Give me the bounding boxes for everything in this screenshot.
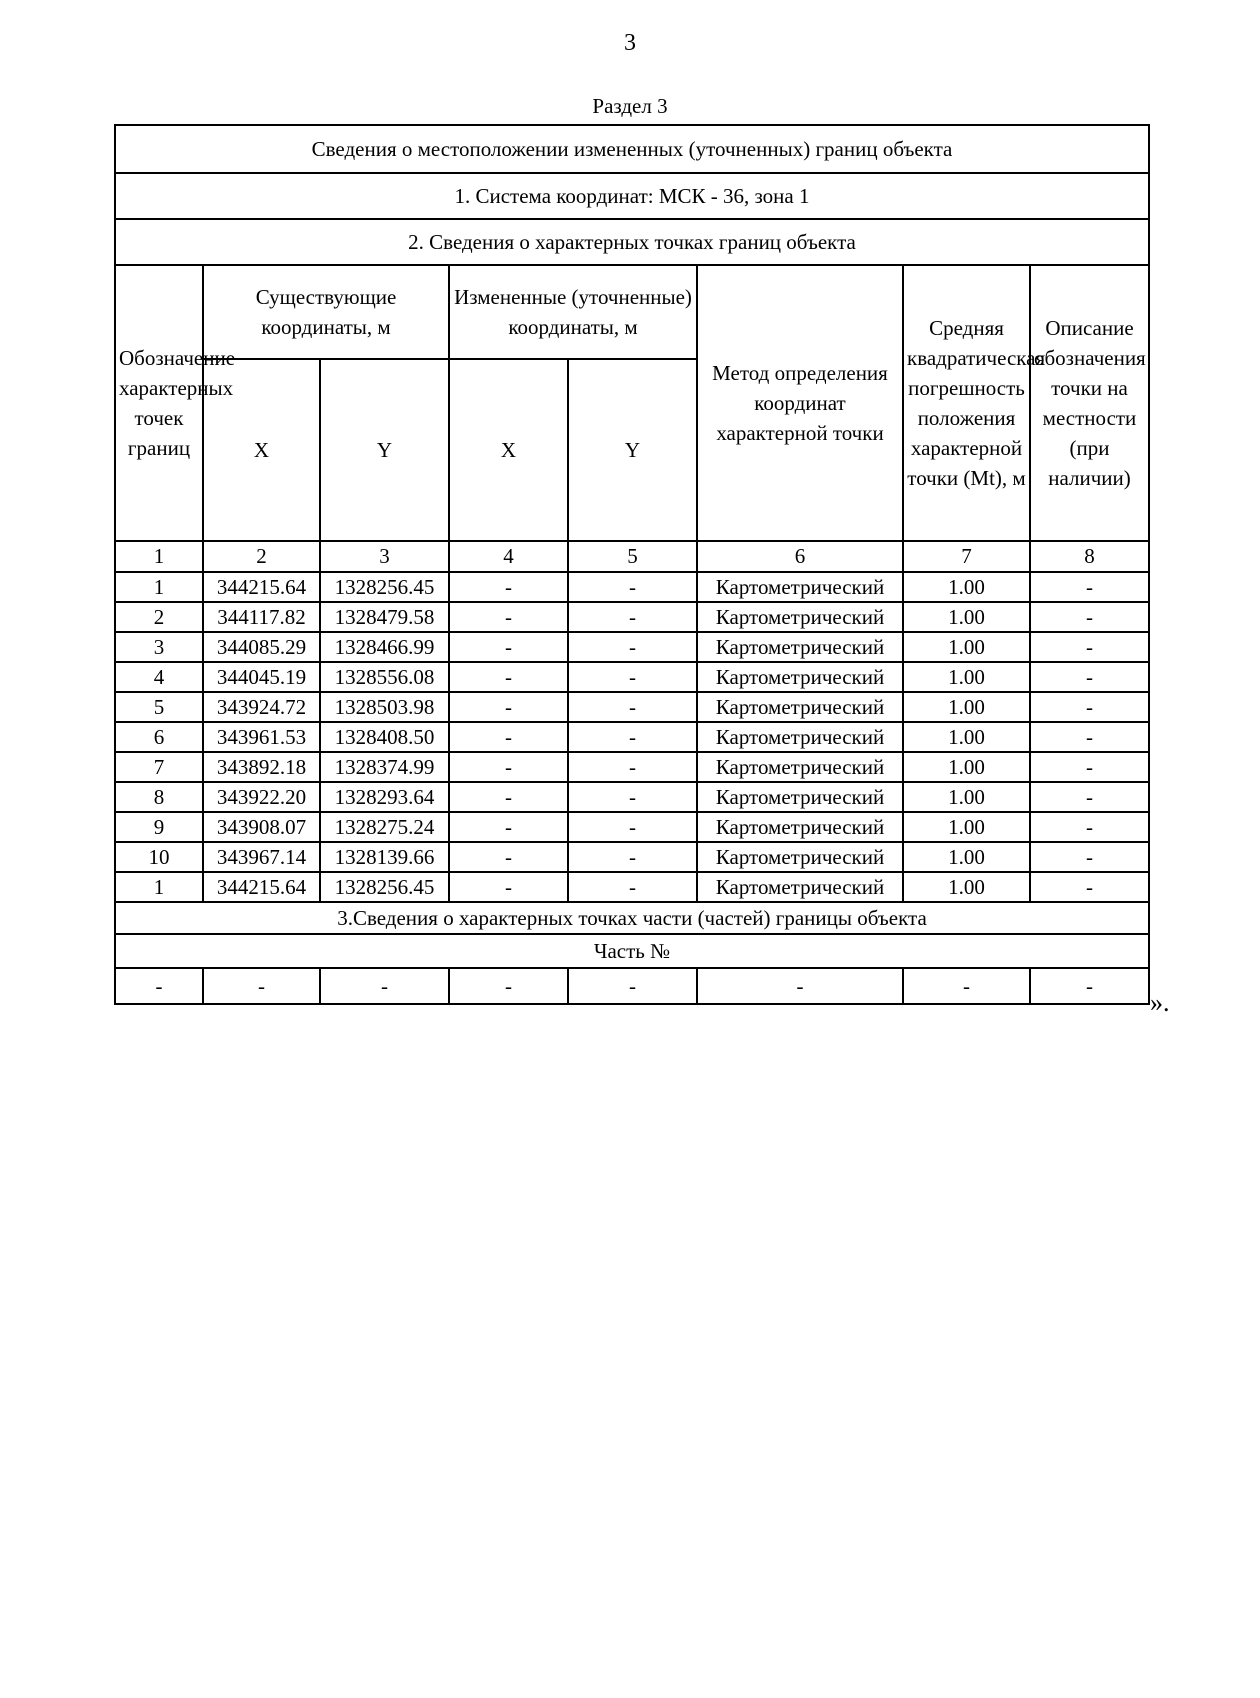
table-row: [115, 722, 1149, 752]
header-existing-coordinates: Существующие координаты, м: [203, 265, 449, 359]
table-row: [115, 752, 1149, 782]
table-cell: -: [568, 572, 697, 602]
table-cell: 1.00: [903, 812, 1030, 842]
table-cell: -: [449, 602, 568, 632]
table-cell: -: [449, 872, 568, 902]
table-cell: 343892.18: [203, 752, 320, 782]
table-cell: -: [568, 782, 697, 812]
table-cell: Картометрический: [697, 572, 903, 602]
table-cell: Картометрический: [697, 812, 903, 842]
column-number: 8: [1030, 541, 1149, 572]
table-cell: -: [568, 722, 697, 752]
table-cell: -: [568, 692, 697, 722]
table-cell: -: [449, 812, 568, 842]
table-cell: 1.00: [903, 602, 1030, 632]
column-number: 1: [115, 541, 203, 572]
table-cell: 1.00: [903, 692, 1030, 722]
table-cell: 1328556.08: [320, 662, 449, 692]
table-cell: 1328374.99: [320, 752, 449, 782]
table-cell: -: [1030, 842, 1149, 872]
table-cell: -: [449, 572, 568, 602]
table-cell: 344117.82: [203, 602, 320, 632]
column-number: 4: [449, 541, 568, 572]
table-cell: 1328139.66: [320, 842, 449, 872]
table-cell: 1.00: [903, 572, 1030, 602]
table-row: [115, 662, 1149, 692]
table-cell: Картометрический: [697, 602, 903, 632]
table-cell: Картометрический: [697, 752, 903, 782]
table-cell: -: [449, 632, 568, 662]
table-cell: 2: [115, 602, 203, 632]
table-cell: -: [449, 782, 568, 812]
table-cell: 1328503.98: [320, 692, 449, 722]
table-cell: 1: [115, 572, 203, 602]
table-cell: -: [903, 968, 1030, 1004]
table-cell: Картометрический: [697, 872, 903, 902]
table-cell: 1328256.45: [320, 872, 449, 902]
table-cell: -: [568, 842, 697, 872]
table-cell: 1328479.58: [320, 602, 449, 632]
table-cell: -: [449, 752, 568, 782]
table-cell: Картометрический: [697, 692, 903, 722]
table-cell: -: [568, 812, 697, 842]
table-cell: 1.00: [903, 752, 1030, 782]
table-cell: 1328256.45: [320, 572, 449, 602]
table-cell: -: [1030, 872, 1149, 902]
table-cell: Картометрический: [697, 842, 903, 872]
table-cell: 1.00: [903, 872, 1030, 902]
boundary-points-table: [114, 124, 1150, 1005]
page-number: 3: [624, 30, 636, 56]
table-row: [115, 812, 1149, 842]
part-number-label: Часть №: [115, 934, 1149, 968]
table-cell: 1328293.64: [320, 782, 449, 812]
table-cell: -: [449, 968, 568, 1004]
table-cell: Картометрический: [697, 722, 903, 752]
table-cell: -: [449, 842, 568, 872]
table-cell: -: [203, 968, 320, 1004]
column-number: 2: [203, 541, 320, 572]
table-cell: -: [1030, 812, 1149, 842]
table-cell: -: [568, 602, 697, 632]
table-cell: 4: [115, 662, 203, 692]
header-error: Средняя квадратическая погрешность положения характерной точки (Mt), м: [903, 265, 1030, 541]
table-cell: 344085.29: [203, 632, 320, 662]
table-cell: -: [320, 968, 449, 1004]
table-cell: -: [1030, 632, 1149, 662]
header-changed-x: X: [449, 359, 568, 541]
table-cell: 8: [115, 782, 203, 812]
table-cell: -: [115, 968, 203, 1004]
table-cell: -: [568, 872, 697, 902]
table-cell: Картометрический: [697, 782, 903, 812]
table-cell: 344215.64: [203, 872, 320, 902]
table-cell: -: [697, 968, 903, 1004]
table-cell: -: [1030, 782, 1149, 812]
table-cell: 1328466.99: [320, 632, 449, 662]
table-row: [115, 782, 1149, 812]
table-row: [115, 692, 1149, 722]
header-existing-y: Y: [320, 359, 449, 541]
column-number: 5: [568, 541, 697, 572]
table-cell: Картометрический: [697, 662, 903, 692]
header-designation: Обозначение характерных точек границ: [115, 265, 203, 541]
table-row: [115, 872, 1149, 902]
table-row: [115, 572, 1149, 602]
table-cell: -: [1030, 662, 1149, 692]
table-cell: 344215.64: [203, 572, 320, 602]
table-cell: -: [449, 692, 568, 722]
part-row: [115, 968, 1149, 1004]
table-cell: 1.00: [903, 662, 1030, 692]
table-cell: 1.00: [903, 782, 1030, 812]
table-cell: 3: [115, 632, 203, 662]
table-row: [115, 602, 1149, 632]
table-cell: -: [568, 662, 697, 692]
table-cell: 1: [115, 872, 203, 902]
section-title: Раздел 3: [592, 94, 668, 118]
table-cell: Картометрический: [697, 632, 903, 662]
table-cell: 10: [115, 842, 203, 872]
table-cell: -: [449, 662, 568, 692]
column-numbers-row: [115, 541, 1149, 572]
table-cell: 343908.07: [203, 812, 320, 842]
table-cell: 343961.53: [203, 722, 320, 752]
table-cell: 1328408.50: [320, 722, 449, 752]
table-cell: 1.00: [903, 722, 1030, 752]
header-description: Описание обозначения точки на местности (при наличии): [1030, 265, 1149, 541]
table-cell: -: [1030, 752, 1149, 782]
table-cell: -: [1030, 722, 1149, 752]
table-cell: 7: [115, 752, 203, 782]
closing-quote: ».: [1150, 988, 1170, 1017]
header-changed-coordinates: Измененные (уточненные) координаты, м: [449, 265, 697, 359]
table-cell: 1.00: [903, 842, 1030, 872]
table-cell: -: [568, 968, 697, 1004]
table-cell: -: [449, 722, 568, 752]
table-cell: -: [1030, 692, 1149, 722]
column-number: 3: [320, 541, 449, 572]
coordinate-system: 1. Система координат: МСК - 36, зона 1: [115, 173, 1149, 219]
table-title: Сведения о местоположении измененных (уточненных) границ объекта: [115, 125, 1149, 173]
table-row: [115, 632, 1149, 662]
table-cell: 1328275.24: [320, 812, 449, 842]
points-heading: 2. Сведения о характерных точках границ объекта: [115, 219, 1149, 265]
table-cell: -: [568, 752, 697, 782]
table-cell: -: [568, 632, 697, 662]
table-cell: 343967.14: [203, 842, 320, 872]
column-number: 6: [697, 541, 903, 572]
column-number: 7: [903, 541, 1030, 572]
table-cell: 9: [115, 812, 203, 842]
header-changed-y: Y: [568, 359, 697, 541]
table-cell: 344045.19: [203, 662, 320, 692]
table-cell: 343922.20: [203, 782, 320, 812]
header-existing-x: X: [203, 359, 320, 541]
table-cell: 6: [115, 722, 203, 752]
header-method: Метод определения координат характерной точки: [697, 265, 903, 541]
table-cell: -: [1030, 602, 1149, 632]
parts-heading: 3.Сведения о характерных точках части (частей) границы объекта: [115, 902, 1149, 934]
table-cell: -: [1030, 572, 1149, 602]
table-cell: -: [1030, 968, 1149, 1004]
table-row: [115, 842, 1149, 872]
table-cell: 343924.72: [203, 692, 320, 722]
table-cell: 1.00: [903, 632, 1030, 662]
table-cell: 5: [115, 692, 203, 722]
